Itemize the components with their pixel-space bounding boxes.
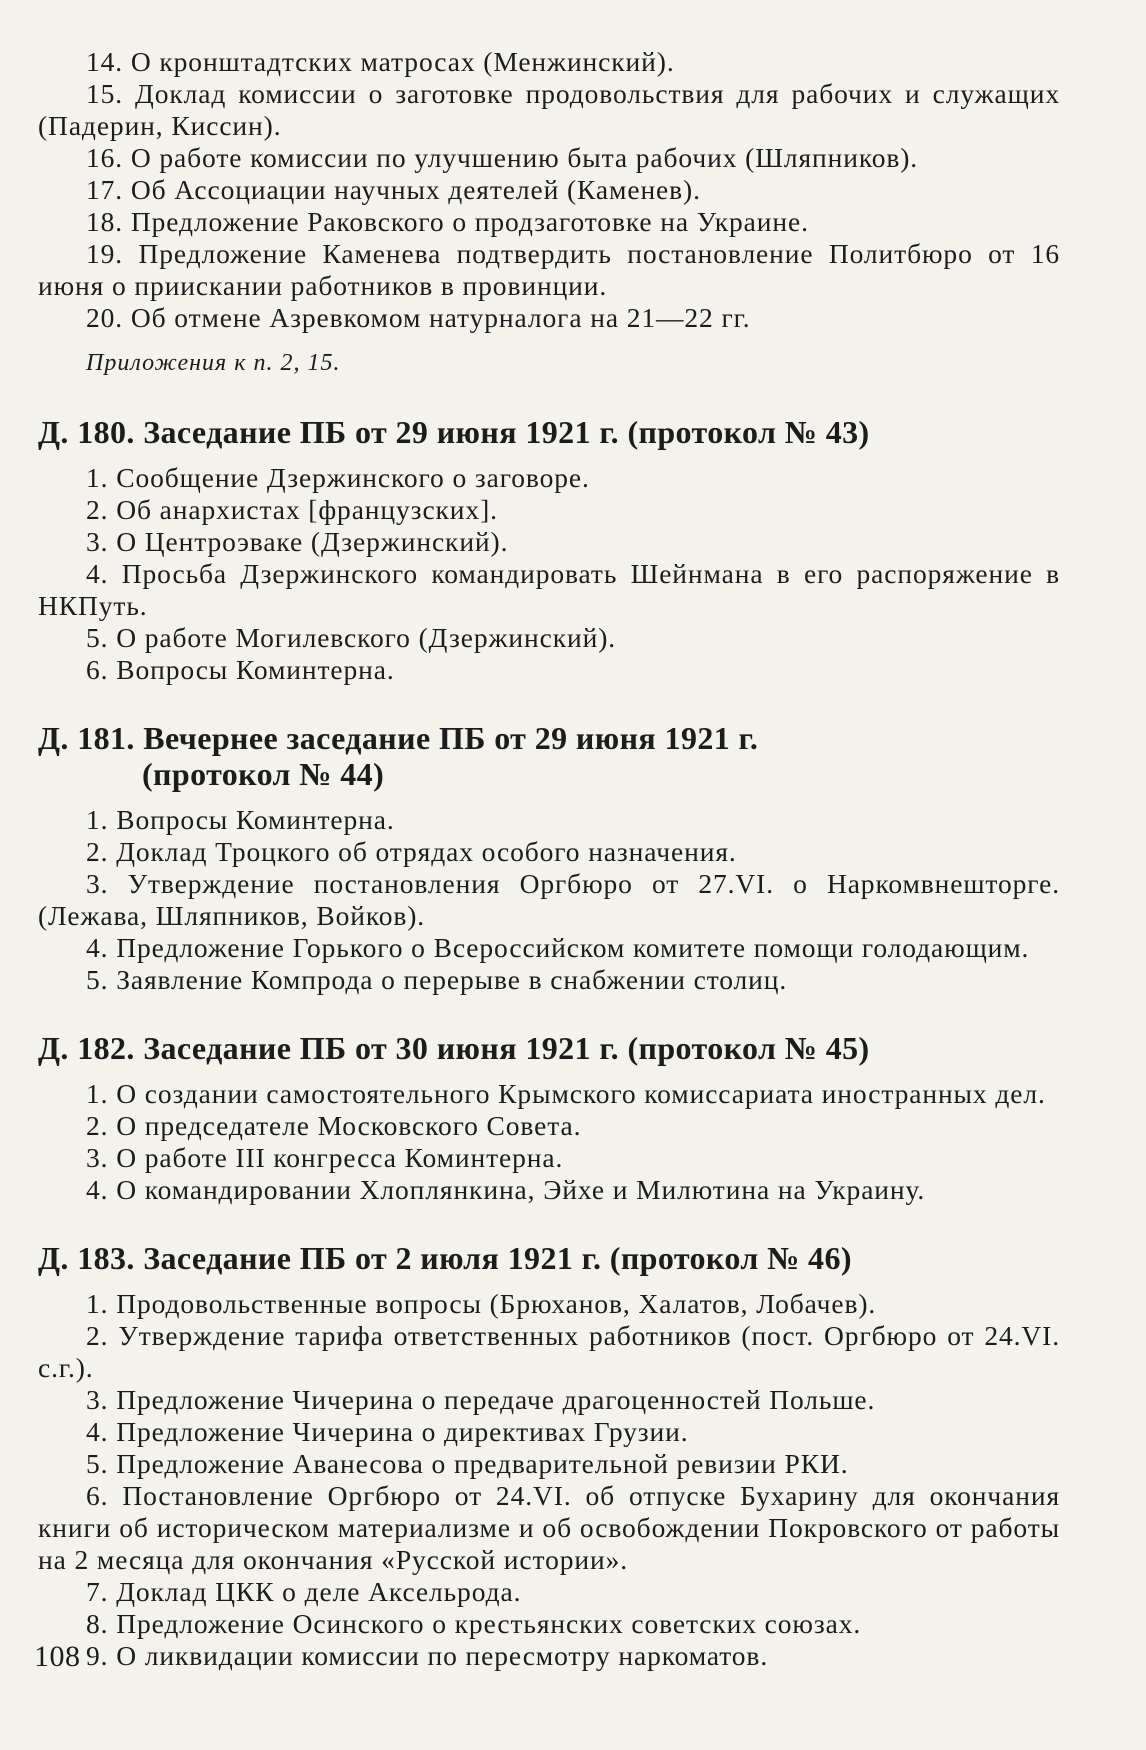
list-item: 15. Доклад комиссии о заготовке продовольствия для рабочих и служащих (Падерин, Киссин). bbox=[38, 78, 1060, 141]
list-item: 4. Предложение Чичерина о директивах Грузии. bbox=[86, 1416, 689, 1447]
section-heading-line2: (протокол № 44) bbox=[142, 756, 385, 792]
list-item: 2. Доклад Троцкого об отрядах особого назначения. bbox=[86, 836, 737, 867]
section-heading: Д. 182. Заседание ПБ от 30 июня 1921 г. (протокол № 45) bbox=[38, 1030, 870, 1066]
list-item: 4. Предложение Горького о Всероссийском комитете помощи голодающим. bbox=[86, 932, 1030, 963]
list-item: 5. Предложение Аванесова о предварительной ревизии РКИ. bbox=[86, 1448, 849, 1479]
list-item: 2. О председателе Московского Совета. bbox=[86, 1110, 582, 1141]
list-item: 3. О Центроэваке (Дзержинский). bbox=[86, 526, 509, 557]
list-item: 3. Утверждение постановления Оргбюро от 27.VI. о Наркомвнешторге. (Лежава, Шляпников, Войков). bbox=[38, 868, 1060, 931]
list-item: 5. О работе Могилевского (Дзержинский). bbox=[86, 622, 617, 653]
list-item: 2. Утверждение тарифа ответственных работников (пост. Оргбюро от 24.VI. с.г.). bbox=[38, 1320, 1060, 1383]
section-heading: Д. 183. Заседание ПБ от 2 июля 1921 г. (протокол № 46) bbox=[38, 1240, 852, 1276]
list-item: 1. Вопросы Коминтерна. bbox=[86, 804, 395, 835]
list-item: 3. О работе III конгресса Коминтерна. bbox=[86, 1142, 564, 1173]
list-item: 2. Об анархистах [французских]. bbox=[86, 494, 498, 525]
list-item: 19. Предложение Каменева подтвердить постановление Политбюро от 16 июня о приискании работников в провинции. bbox=[38, 238, 1060, 301]
list-item: 8. Предложение Осинского о крестьянских советских союзах. bbox=[86, 1608, 862, 1639]
list-item: 14. О кронштадтских матросах (Менжинский). bbox=[86, 46, 675, 77]
list-item: 7. Доклад ЦКК о деле Аксельрода. bbox=[86, 1576, 522, 1607]
list-item: 6. Вопросы Коминтерна. bbox=[86, 654, 395, 685]
section-heading-line1: Д. 181. Вечернее заседание ПБ от 29 июня 1921 г. bbox=[38, 720, 759, 756]
section-d181 bbox=[38, 720, 1060, 996]
list-item: 1. Продовольственные вопросы (Брюханов, Халатов, Лобачев). bbox=[86, 1288, 877, 1319]
intro-list bbox=[38, 46, 1060, 378]
section-d180 bbox=[38, 414, 1060, 686]
appendix-note: Приложения к п. 2, 15. bbox=[86, 350, 341, 376]
page-number: 108 bbox=[34, 1640, 81, 1673]
list-item: 4. Просьба Дзержинского командировать Шейнмана в его распоряжение в НКПуть. bbox=[38, 558, 1060, 621]
list-item: 9. О ликвидации комиссии по пересмотру наркоматов. bbox=[86, 1640, 769, 1671]
list-item: 17. Об Ассоциации научных деятелей (Каменев). bbox=[86, 174, 701, 205]
section-d183 bbox=[38, 1240, 1060, 1672]
list-item: 3. Предложение Чичерина о передаче драгоценностей Польше. bbox=[86, 1384, 876, 1415]
list-item: 20. Об отмене Азревкомом натурналога на 21—22 гг. bbox=[86, 302, 751, 333]
list-item: 18. Предложение Раковского о продзаготовке на Украине. bbox=[86, 206, 809, 237]
section-heading bbox=[38, 720, 1060, 792]
section-d182 bbox=[38, 1030, 1060, 1206]
page-content bbox=[38, 46, 1060, 1672]
list-item: 1. Сообщение Дзержинского о заговоре. bbox=[86, 462, 590, 493]
list-item: 1. О создании самостоятельного Крымского комиссариата иностранных дел. bbox=[86, 1078, 1046, 1109]
section-heading: Д. 180. Заседание ПБ от 29 июня 1921 г. (протокол № 43) bbox=[38, 414, 870, 450]
list-item: 6. Постановление Оргбюро от 24.VI. об отпуске Бухарину для окончания книги об историческом материализме и об освобождении Покровского от работы на 2 месяца для окончания «Русской истории». bbox=[38, 1480, 1060, 1575]
list-item: 16. О работе комиссии по улучшению быта рабочих (Шляпников). bbox=[86, 142, 919, 173]
list-item: 5. Заявление Компрода о перерыве в снабжении столиц. bbox=[86, 964, 788, 995]
list-item: 4. О командировании Хлоплянкина, Эйхе и Милютина на Украину. bbox=[86, 1174, 926, 1205]
